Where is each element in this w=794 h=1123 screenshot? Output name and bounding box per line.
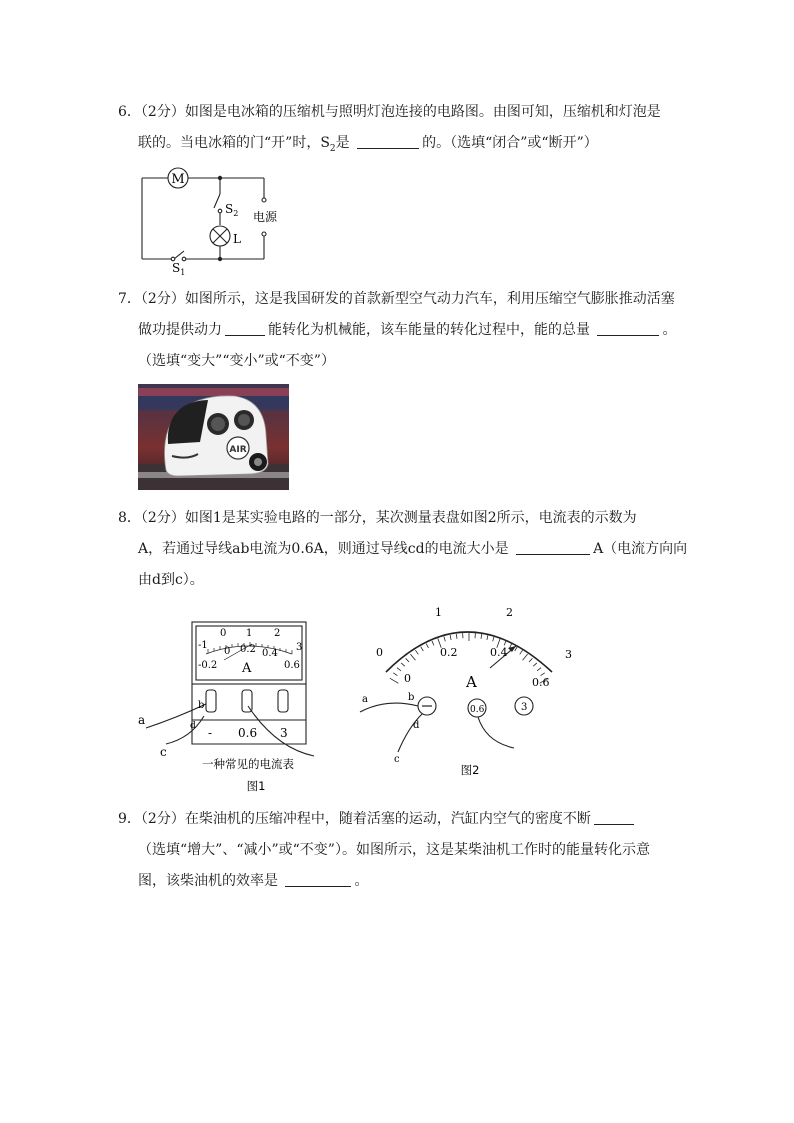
fig2-top-scale-1: 1 [435, 606, 442, 619]
fig1-terminal-label-06: 0.6 [238, 726, 258, 740]
fig2-top-scale-3: 3 [565, 648, 572, 661]
dial-tick [393, 673, 397, 676]
q7-line-1: 7．（2分）如图所示，这是我国研发的首款新型空气动力汽车，利用压缩空气膨胀推动活塞 [118, 291, 675, 307]
fig2-top-scale-2: 2 [506, 606, 513, 619]
fig2-unit: A [466, 673, 477, 691]
dial-tick [537, 668, 541, 671]
fig1-top-scale-4: 2 [274, 628, 281, 639]
q8-line-3: 由d到c）。 [138, 572, 204, 588]
fig2-wire-b: b [408, 692, 415, 703]
fig2-terminal-3: 3 [521, 702, 528, 713]
dial-tick [456, 634, 457, 639]
fig2-terminal-06: 0.6 [470, 705, 485, 715]
fig2-bottom-scale-2: 0.4 [490, 646, 508, 659]
dial-tick [487, 635, 488, 640]
dial-tick [432, 641, 434, 646]
fig1-top-scale-2: 0 [220, 628, 227, 639]
fig2-top-scale-0: 0 [376, 646, 383, 659]
fig1-bottom-scale-1: -0.2 [198, 660, 218, 671]
q7-text-b: 能转化为机械能，该车能量的转化过程中，能的总量 [268, 322, 590, 338]
fig2-wire-d: d [413, 720, 420, 731]
fig1-bottom-scale-4: 0.4 [262, 648, 278, 659]
dial-tick [520, 650, 523, 654]
dial-tick [421, 647, 424, 651]
q7-answer-blank-1[interactable] [225, 318, 265, 336]
s2-label: $S_2$ [225, 202, 239, 218]
question-6 [118, 97, 678, 165]
fig1-unit: A [242, 661, 252, 676]
air-car-photo [138, 384, 289, 490]
dial-tick [493, 637, 494, 642]
q9-answer-blank-2[interactable] [285, 869, 351, 887]
q8-figure-2-dial [356, 600, 586, 785]
q6-text-b: 是 [335, 135, 350, 151]
q7-line-2 [118, 315, 678, 346]
fig1-wire-a: a [138, 713, 146, 727]
fig1-caption: 一种常见的电流表 [202, 757, 294, 771]
dial-tick [406, 658, 409, 662]
fig2-wire-c: c [394, 754, 400, 765]
fig2-bottom-scale-3: 0.6 [532, 676, 550, 689]
fig2-wire-a: a [362, 694, 368, 705]
fig1-wire-c: c [160, 745, 167, 759]
dial-tick [504, 641, 506, 646]
fig1-top-scale-1: -1 [198, 640, 208, 651]
q9-answer-blank-1[interactable] [594, 807, 634, 825]
s1-label: $S_1$ [172, 261, 186, 277]
fig1-label: 图1 [246, 779, 266, 793]
fig2-label: 图2 [460, 763, 480, 777]
fig1-terminal-label-3: 3 [280, 726, 288, 740]
q6-text-c: 的。（选填“闭合”或“断开”） [422, 135, 598, 151]
q7-answer-blank-2[interactable] [597, 318, 659, 336]
dial-tick [390, 678, 399, 683]
dial-tick [444, 637, 445, 642]
fig1-bottom-scale-3: 0.2 [240, 644, 256, 655]
power-label: 电源 [253, 210, 278, 224]
q6-circuit-diagram [136, 164, 286, 279]
car-logo: AIR [229, 445, 247, 455]
fig1-top-scale-3: 1 [246, 628, 253, 639]
q6-answer-blank[interactable] [357, 131, 419, 149]
dial-tick [481, 634, 482, 639]
dial-tick [533, 663, 537, 666]
q7-text-c: 。 [662, 322, 677, 338]
dial-tick [401, 663, 405, 666]
q8-text-a: A，若通过导线ab电流为0.6A，则通过导线cd的电流大小是 [138, 541, 509, 557]
fig2-bottom-scale-1: 0.2 [440, 646, 458, 659]
fig2-bottom-scale-0: 0 [404, 672, 411, 685]
q9-text-3a: 图，该柴油机的效率是 [138, 873, 278, 889]
fig1-terminal-b: b [198, 700, 205, 711]
question-8 [118, 503, 688, 596]
q6-line-1: 6．（2分）如图是电冰箱的压缩机与照明灯泡连接的电路图。由图可知，压缩机和灯泡是 [118, 104, 661, 120]
q8-line-1: 8．（2分）如图1是某实验电路的一部分，某次测量表盘如图2所示，电流表的示数为 [118, 510, 637, 526]
fig1-terminal-label-neg: - [208, 726, 213, 740]
dial-tick [523, 654, 528, 660]
q9-line-3 [118, 866, 678, 897]
fig1-top-scale-5: 3 [296, 642, 303, 653]
q8-answer-blank[interactable] [516, 537, 590, 555]
q8-line-2 [118, 534, 688, 565]
q7-text-a: 做功提供动力 [138, 322, 222, 338]
question-9 [118, 804, 678, 897]
fig1-bottom-scale-2: 0 [224, 646, 231, 657]
dial-tick [426, 644, 428, 648]
q7-line-3: （选填“变大”“变小”或“不变”） [138, 353, 335, 369]
q9-line-2: （选填“增大”、“减小”或“不变”）。如图所示，这是某柴油机工作时的能量转化示意 [138, 842, 650, 858]
dial-tick [415, 650, 418, 654]
fig1-bottom-scale-5: 0.6 [284, 660, 300, 671]
dial-tick [397, 668, 401, 671]
question-7 [118, 284, 678, 377]
lamp-label: L [233, 232, 241, 246]
q8-text-b: A（电流方向向 [593, 541, 688, 557]
dial-tick [450, 635, 451, 640]
q8-figure-1-ammeter [136, 618, 336, 798]
q6-s2-sub: 2 [329, 143, 336, 154]
motor-label: M [171, 172, 185, 187]
fig1-terminal-d: d [190, 721, 196, 731]
q6-line-2 [118, 128, 678, 165]
q9-line-1 [118, 804, 678, 835]
q9-text-3b: 。 [354, 873, 369, 889]
q9-text-1: 9．（2分）在柴油机的压缩冲程中，随着活塞的运动，汽缸内空气的密度不断 [118, 811, 591, 827]
dial-tick [410, 654, 415, 660]
dial-tick [529, 658, 532, 662]
q6-text-a: 联的。当电冰箱的门“开”时，S [138, 135, 330, 151]
